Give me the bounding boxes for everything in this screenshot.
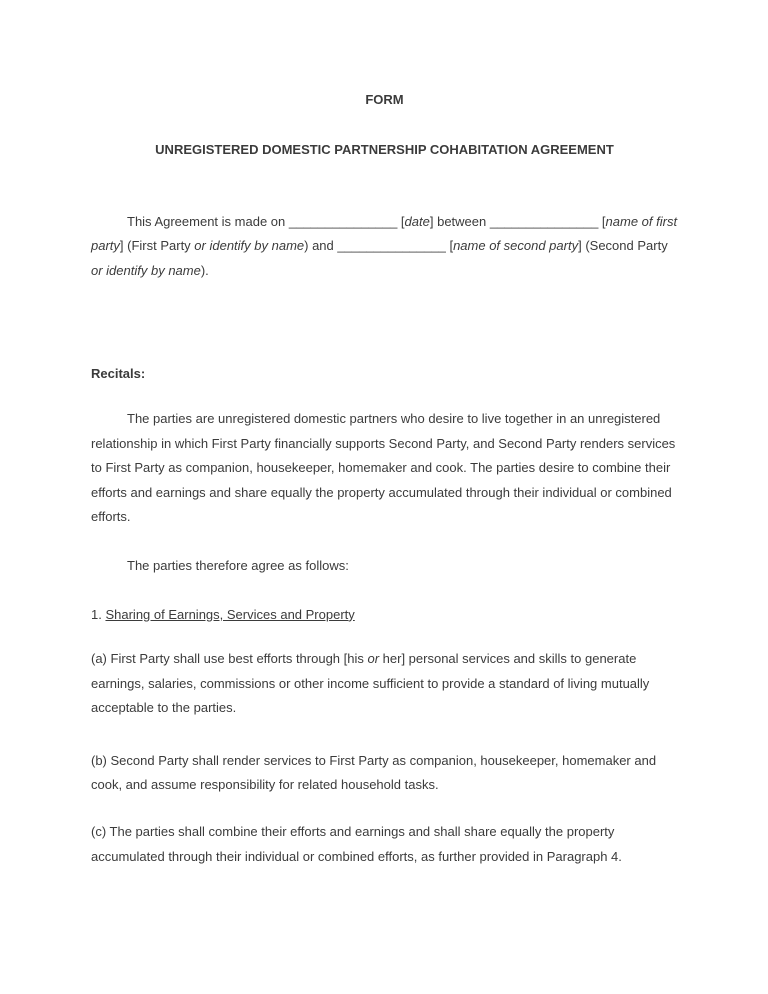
document-title: UNREGISTERED DOMESTIC PARTNERSHIP COHABITATION AGREEMENT — [155, 142, 614, 158]
intro-paragraph: This Agreement is made on _______________ [date] between _______________ [name of first party] (First Party or identify by name) and _______________ [name of second party] (Second Party or identify by name). — [91, 213, 678, 278]
clause-a-paragraph: (a) First Party shall use best efforts through [his or her] personal services and skills to generate earnings, salaries, commissions or other income sufficient to provide a standard of living mutually acceptable to the parties. — [91, 651, 650, 716]
clause-c-paragraph: (c) The parties shall combine their efforts and earnings and shall share equally the property accumulated through their individual or combined efforts, as further provided in Paragraph 4. — [91, 824, 622, 864]
clause-b-paragraph: (b) Second Party shall render services to First Party as companion, housekeeper, homemaker and cook, and assume responsibility for related household tasks. — [91, 752, 657, 792]
form-label: FORM — [365, 92, 404, 107]
agreement-lead-in: The parties therefore agree as follows: — [127, 558, 349, 574]
recitals-paragraph: The parties are unregistered domestic partners who desire to live together in an unregistered relationship in which First Party financially supports Second Party, and Second Party renders services to First Party as companion, housekeeper, homemaker and cook. The parties desire to combine their efforts and earnings and share equally the property accumulated through their individual or combined efforts. — [91, 411, 676, 525]
section-1-heading: 1. Sharing of Earnings, Services and Property — [91, 606, 355, 622]
recitals-heading: Recitals: — [91, 366, 146, 382]
